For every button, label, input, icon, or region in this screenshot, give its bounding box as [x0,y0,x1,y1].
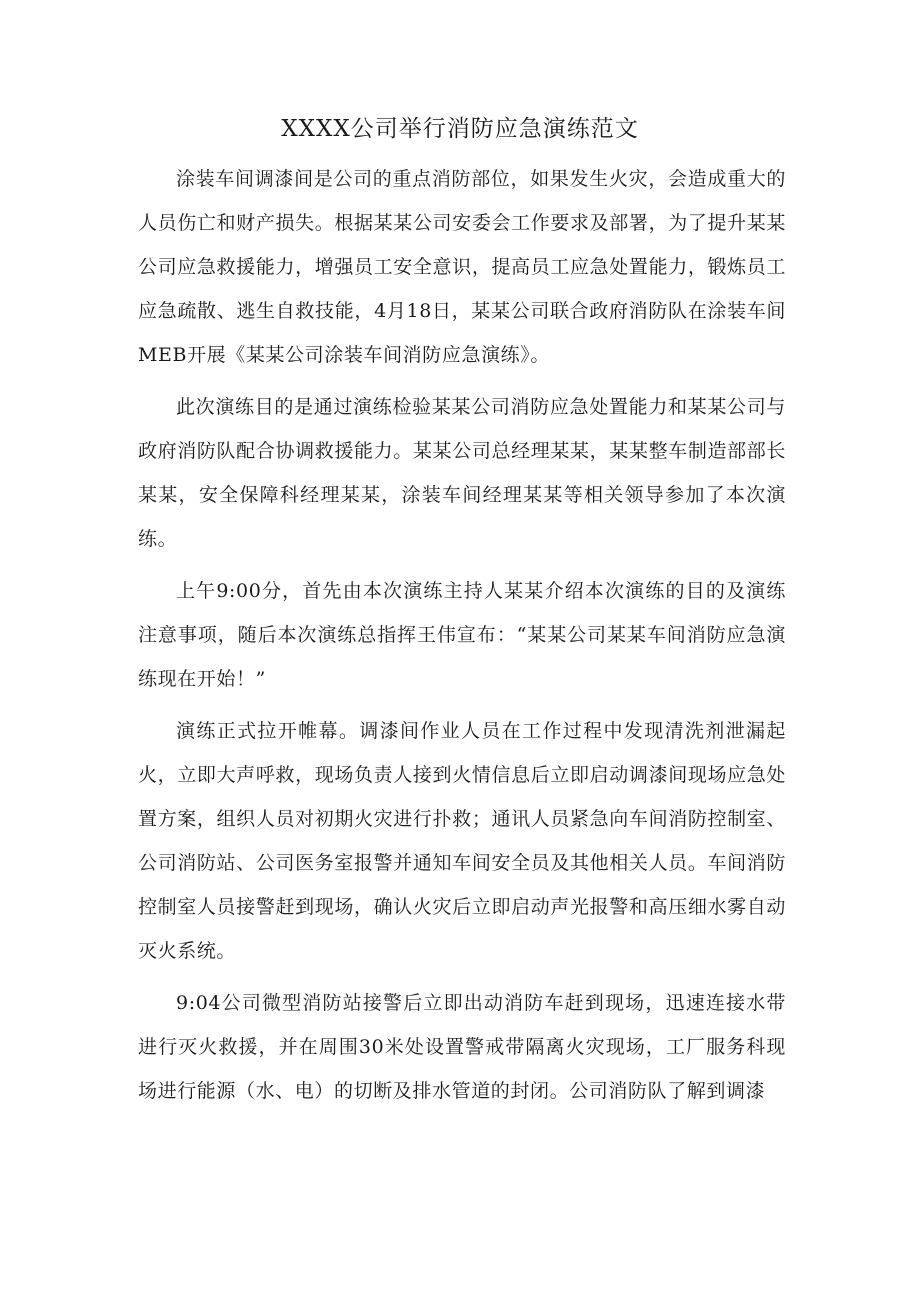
paragraph: 演练正式拉开帷幕。调漆间作业人员在工作过程中发现清洗剂泄漏起火，立即大声呼救，现场负责人接到火情信息后立即启动调漆间现场应急处置方案，组织人员对初期火灾进行扑救；通讯人员紧急向车间消防控制室、公司消防站、公司医务室报警并通知车间安全员及其他相关人员。车间消防控制室人员接警赶到现场，确认火灾后立即启动声光报警和高压细水雾自动灭火系统。 [138,720,786,962]
paragraph: 上午9:00分，首先由本次演练主持人某某介绍本次演练的目的及演练注意事项，随后本次演练总指挥王伟宣布：“某某公司某某车间消防应急演练现在开始！” [138,580,786,690]
paragraph: 此次演练目的是通过演练检验某某公司消防应急处置能力和某某公司与政府消防队配合协调救援能力。某某公司总经理某某，某某整车制造部部长某某，安全保障科经理某某，涂装车间经理某某等相关领导参加了本次演练。 [138,396,786,550]
document-body [138,157,786,1121]
paragraph: 9:04公司微型消防站接警后立即出动消防车赶到现场，迅速连接水带进行灭火救援，并在周围30米处设置警戒带隔离火灾现场，工厂服务科现场进行能源（水、电）的切断及排水管道的封闭。公司消防队了解到调漆 [138,992,786,1102]
paragraph: 涂装车间调漆间是公司的重点消防部位，如果发生火灾，会造成重大的人员伤亡和财产损失。根据某某公司安委会工作要求及部署，为了提升某某公司应急救援能力，增强员工安全意识，提高员工应急处置能力，锻炼员工应急疏散、逃生自救技能，4月18日，某某公司联合政府消防队在涂装车间MEB开展《某某公司涂装车间消防应急演练》。 [138,168,786,366]
document-title: XXXX公司举行消防应急演练范文 [281,116,639,142]
